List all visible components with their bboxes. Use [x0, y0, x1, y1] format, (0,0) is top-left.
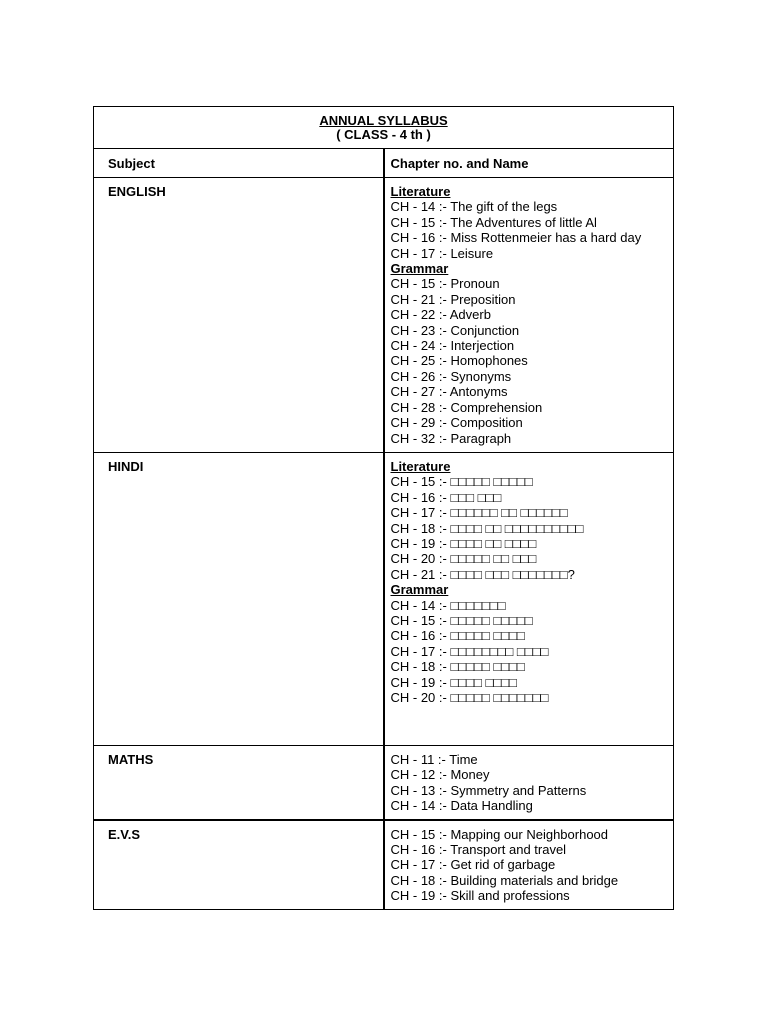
chapter-item: CH - 14 :- The gift of the legs: [390, 199, 558, 215]
chapter-item: CH - 11 :- Time: [390, 752, 478, 767]
chapter-item: CH - 20 :- □□□□□ □□□□□□□: [390, 690, 549, 706]
chapter-item: CH - 22 :- Adverb: [390, 307, 491, 323]
hindi-chapters: [384, 453, 674, 746]
chapter-item: CH - 18 :- □□□□□ □□□□: [390, 659, 525, 675]
chapter-item: CH - 19 :- □□□□ □□ □□□□: [390, 536, 537, 552]
chapter-item: CH - 21 :- □□□□ □□□ □□□□□□□?: [390, 566, 575, 582]
hindi-literature-list: [391, 474, 674, 582]
chapter-item: CH - 19 :- □□□□ □□□□: [390, 674, 517, 690]
chapter-item: CH - 32 :- Paragraph: [390, 430, 512, 446]
maths-chapter-list: [391, 752, 674, 814]
chapter-item: CH - 17 :- □□□□□□ □□ □□□□□□: [390, 505, 568, 521]
chapter-header: Chapter no. and Name: [384, 149, 674, 178]
hindi-grammar-list: [391, 598, 674, 706]
chapter-item: CH - 16 :- □□□□□ □□□□: [390, 628, 525, 644]
chapter-item: CH - 17 :- Leisure: [390, 245, 494, 261]
evs-chapter-list: [391, 827, 674, 904]
literature-heading: Literature: [390, 184, 451, 199]
chapter-item: CH - 17 :- Get rid of garbage: [390, 857, 556, 873]
chapter-item: CH - 27 :- Antonyms: [390, 384, 508, 400]
chapter-item: CH - 14 :- Data Handling: [390, 798, 533, 814]
chapter-item: CH - 15 :- □□□□□ □□□□□: [390, 613, 533, 629]
literature-heading: Literature: [390, 459, 451, 474]
chapter-item: CH - 28 :- Comprehension: [390, 399, 543, 415]
chapter-item: CH - 29 :- Composition: [390, 415, 523, 431]
chapter-item: CH - 20 :- □□□□□ □□ □□□: [390, 551, 537, 567]
chapter-item: CH - 24 :- Interjection: [390, 338, 515, 354]
chapter-item: CH - 18 :- Building materials and bridge: [390, 872, 619, 888]
document-title: ANNUAL SYLLABUS: [319, 113, 448, 128]
chapter-item: CH - 26 :- Synonyms: [390, 368, 512, 384]
english-grammar-list: [391, 276, 674, 445]
subject-evs: E.V.S: [94, 820, 384, 910]
grammar-heading: Grammar: [390, 582, 449, 598]
subject-header: Subject: [94, 149, 384, 178]
subject-english: ENGLISH: [94, 178, 384, 453]
chapter-item: CH - 16 :- □□□ □□□: [390, 489, 502, 505]
maths-chapters: [384, 746, 674, 820]
chapter-item: CH - 19 :- Skill and professions: [390, 888, 570, 904]
title-cell: [94, 107, 674, 149]
chapter-item: CH - 23 :- Conjunction: [390, 322, 520, 338]
chapter-item: CH - 16 :- Miss Rottenmeier has a hard day: [390, 230, 642, 246]
class-label: ( CLASS - 4 th ): [336, 127, 431, 142]
english-literature-list: [391, 199, 674, 261]
evs-chapters: [384, 820, 674, 910]
english-chapters: [384, 178, 674, 453]
chapter-item: CH - 21 :- Preposition: [390, 291, 516, 307]
chapter-item: CH - 15 :- □□□□□ □□□□□: [390, 474, 533, 490]
grammar-heading: Grammar: [390, 261, 449, 277]
chapter-item: CH - 18 :- □□□□ □□ □□□□□□□□□□: [390, 520, 584, 536]
chapter-item: CH - 15 :- Mapping our Neighborhood: [390, 826, 609, 842]
chapter-item: CH - 16 :- Transport and travel: [390, 841, 567, 857]
syllabus-table: [93, 106, 674, 910]
chapter-item: CH - 17 :- □□□□□□□□ □□□□: [390, 643, 549, 659]
chapter-item: CH - 15 :- The Adventures of little Al: [390, 214, 597, 230]
subject-maths: MATHS: [94, 746, 384, 820]
chapter-item: CH - 25 :- Homophones: [390, 353, 528, 369]
syllabus-document: [93, 106, 674, 910]
chapter-item: CH - 12 :- Money: [390, 767, 490, 783]
chapter-item: CH - 13 :- Symmetry and Patterns: [390, 782, 587, 798]
chapter-item: CH - 15 :- Pronoun: [390, 276, 500, 292]
chapter-item: CH - 14 :- □□□□□□□: [390, 597, 506, 613]
subject-hindi: HINDI: [94, 453, 384, 746]
